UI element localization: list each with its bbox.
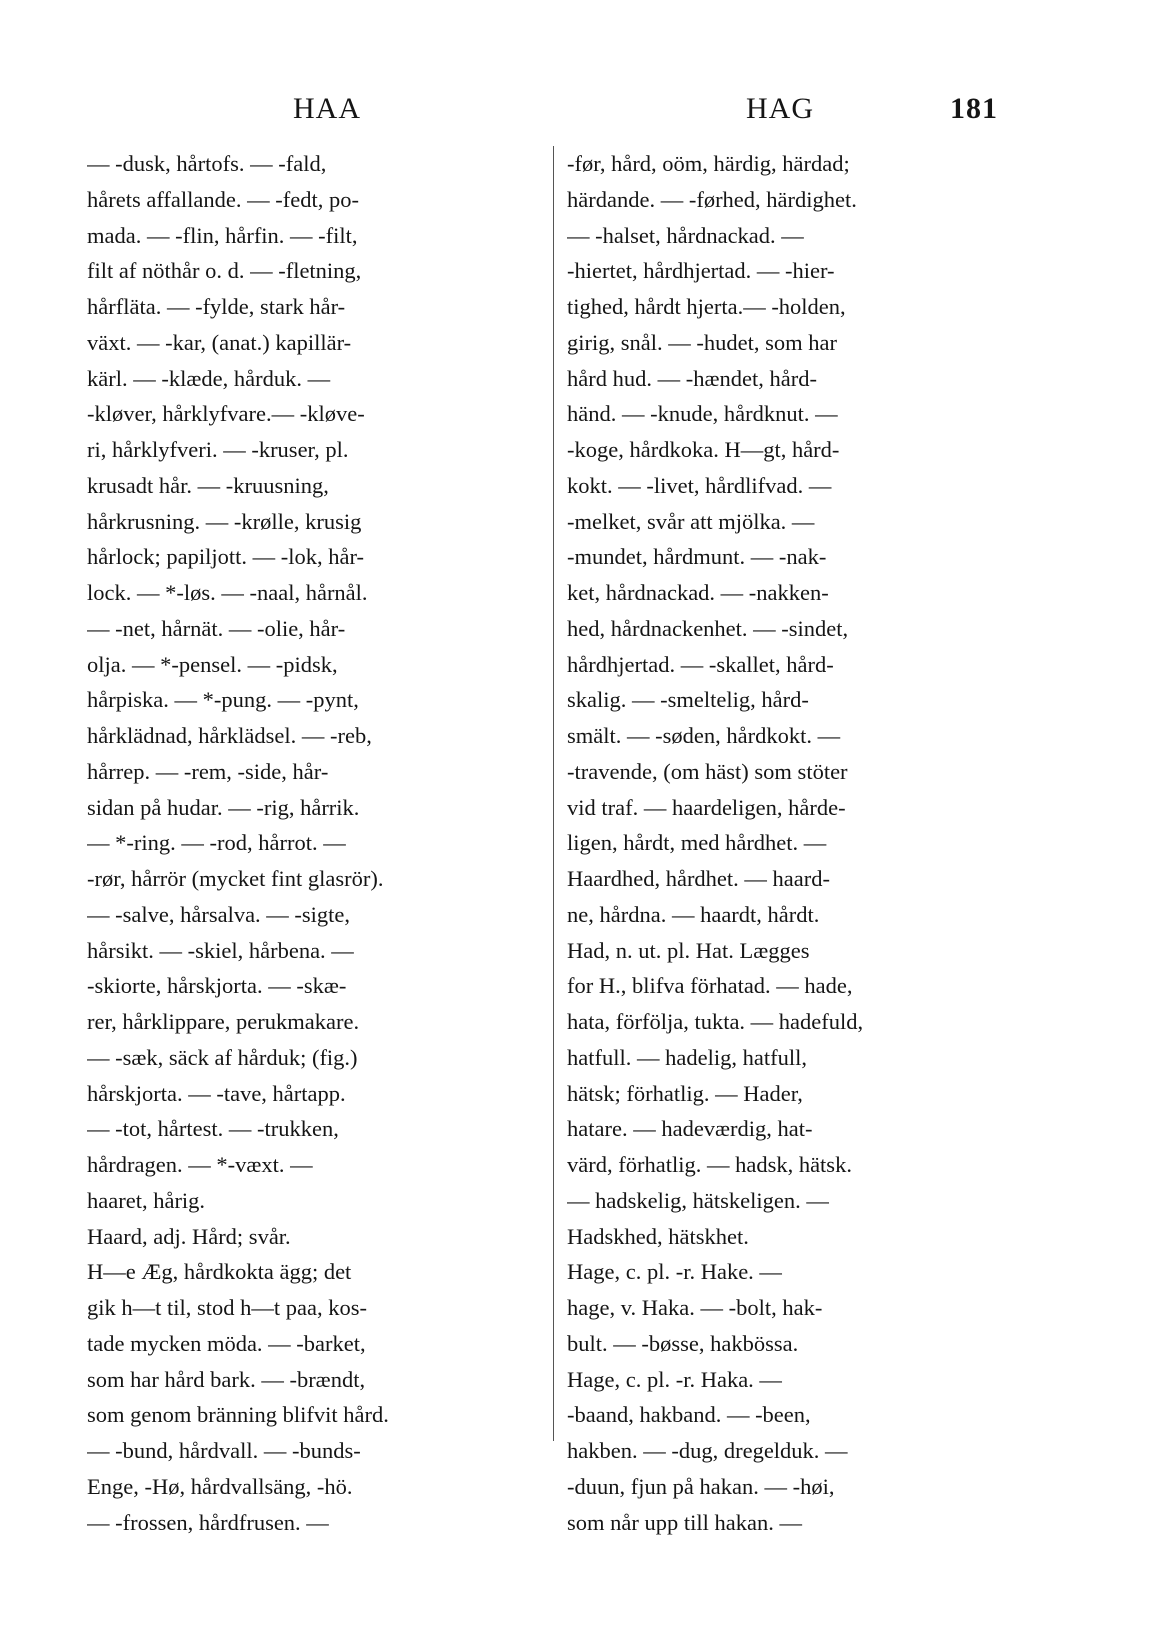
left-column-line: hårskjorta. — -tave, hårtapp. <box>87 1080 346 1106</box>
left-column-line: olja. — *-pensel. — -pidsk, <box>87 651 338 677</box>
right-column-line: ligen, hårdt, med hårdhet. — <box>567 830 827 856</box>
right-column-line: hata, förfölja, tukta. — hadefuld, <box>567 1009 864 1034</box>
right-column-line: hårdhjertad. — -skallet, hård- <box>567 651 834 677</box>
right-column-line: hatfull. — hadelig, hatfull, <box>567 1044 807 1070</box>
right-column-line: -mundet, hårdmunt. — -nak- <box>567 544 827 570</box>
left-column-line: hårrep. — -rem, -side, hår- <box>87 758 329 784</box>
left-column-line: mada. — -flin, hårfin. — -filt, <box>87 222 358 248</box>
right-column-line: hätsk; förhatlig. — Hader, <box>567 1080 803 1106</box>
right-column-line: kokt. — -livet, hårdlifvad. — <box>567 472 832 498</box>
right-column-line: hed, hårdnackenhet. — -sindet, <box>567 615 849 641</box>
left-column-line: som har hård bark. — -brændt, <box>87 1366 366 1392</box>
right-column-line: -duun, fjun på hakan. — -høi, <box>567 1473 835 1499</box>
left-column-line: — -bund, hårdvall. — -bunds- <box>87 1438 361 1463</box>
right-column-line: Hage, c. pl. -r. Haka. — <box>567 1366 782 1392</box>
right-column-line: händ. — -knude, hårdknut. — <box>567 401 838 427</box>
left-column-line: -rør, hårrör (mycket fint glasrör). <box>87 866 384 891</box>
right-column-line: hård hud. — -hændet, hård- <box>567 365 817 391</box>
right-column-line: ne, hårdna. — haardt, hårdt. <box>567 901 820 927</box>
right-column-line: värd, förhatlig. — hadsk, hätsk. <box>567 1152 852 1177</box>
left-column-line: hårsikt. — -skiel, hårbena. — <box>87 937 354 963</box>
right-column-line: smält. — -søden, hårdkokt. — <box>567 723 841 748</box>
page-number: 181 <box>950 92 998 125</box>
right-column-line: vid traf. — haardeligen, hårde- <box>567 794 846 820</box>
right-column-line: -melket, svår att mjölka. — <box>567 508 815 534</box>
right-column-line: -baand, hakband. — -been, <box>567 1402 811 1428</box>
right-column <box>567 146 1037 1540</box>
left-column-line: — -frossen, hårdfrusen. — <box>87 1509 329 1535</box>
left-column-line: — -salve, hårsalva. — -sigte, <box>87 901 351 927</box>
left-column-line: gik h—t til, stod h—t paa, kos- <box>87 1295 367 1320</box>
left-column-line: hårdragen. — *-væxt. — <box>87 1152 313 1177</box>
left-column-line: hårfläta. — -fylde, stark hår- <box>87 294 346 319</box>
left-column-line: — -dusk, hårtofs. — -fald, <box>87 151 327 176</box>
left-column-line: — -sæk, säck af hårduk; (fig.) <box>87 1044 358 1070</box>
right-column-line: for H., blifva förhatad. — hade, <box>567 973 853 999</box>
left-column-line: som genom bränning blifvit hård. <box>87 1402 389 1428</box>
left-column-line: hårpiska. — *-pung. — -pynt, <box>87 687 359 713</box>
right-column-line: Had, n. ut. pl. Hat. Lægges <box>567 937 810 963</box>
right-column-line: -koge, hårdkoka. H—gt, hård- <box>567 437 840 462</box>
right-column-line: hakben. — -dug, dregelduk. — <box>567 1438 848 1463</box>
left-column-line: hårklädnad, hårklädsel. — -reb, <box>87 723 372 748</box>
left-column-line: filt af nöthår o. d. — -fletning, <box>87 258 362 284</box>
right-column-line: bult. — -bøsse, hakbössa. <box>567 1330 799 1356</box>
left-column-line: rer, hårklippare, perukmakare. <box>87 1009 360 1034</box>
right-column-line: Hadskhed, hätskhet. <box>567 1223 749 1249</box>
right-column-line: — -halset, hårdnackad. — <box>567 222 804 248</box>
right-column-line: -før, hård, oöm, härdig, härdad; <box>567 151 850 176</box>
right-column-line: tighed, hårdt hjerta.— -holden, <box>567 294 846 319</box>
right-column-line: ket, hårdnackad. — -nakken- <box>567 580 829 605</box>
left-column-line: krusadt hår. — -kruusning, <box>87 472 329 498</box>
left-column-line: ri, hårklyfveri. — -kruser, pl. <box>87 437 349 462</box>
right-guide-word: HAG <box>746 92 814 125</box>
left-column-line: tade mycken möda. — -barket, <box>87 1330 366 1356</box>
right-column-line: — hadskelig, hätskeligen. — <box>567 1187 829 1213</box>
right-column-line: härdande. — -førhed, härdighet. <box>567 186 857 212</box>
left-column-line: hårkrusning. — -krølle, krusig <box>87 508 362 534</box>
left-column-line: kärl. — -klæde, hårduk. — <box>87 365 331 391</box>
left-column-line: haaret, hårig. <box>87 1187 206 1213</box>
left-guide-word: HAA <box>293 92 361 125</box>
right-column-line: -hiertet, hårdhjertad. — -hier- <box>567 258 835 284</box>
left-column-line: -kløver, hårklyfvare.— -kløve- <box>87 401 365 427</box>
left-column-line: — -tot, hårtest. — -trukken, <box>87 1116 339 1142</box>
right-column-line: hatare. — hadeværdig, hat- <box>567 1116 813 1142</box>
left-column <box>87 146 557 1540</box>
right-column-line: skalig. — -smeltelig, hård- <box>567 687 809 713</box>
left-column-line: — -net, hårnät. — -olie, hår- <box>87 615 346 641</box>
column-divider <box>553 146 554 1441</box>
left-column-line: växt. — -kar, (anat.) kapillär- <box>87 329 352 355</box>
left-column-line: -skiorte, hårskjorta. — -skæ- <box>87 973 347 999</box>
right-column-line: som når upp till hakan. — <box>567 1509 802 1535</box>
left-column-line: Haard, adj. Hård; svår. <box>87 1223 291 1249</box>
left-column-line: hårlock; papiljott. — -lok, hår- <box>87 544 364 570</box>
right-column-line: hage, v. Haka. — -bolt, hak- <box>567 1295 823 1320</box>
right-column-line: Haardhed, hårdhet. — haard- <box>567 866 831 891</box>
left-column-line: lock. — *-løs. — -naal, hårnål. <box>87 580 368 605</box>
running-header <box>0 78 1152 138</box>
right-column-line: -travende, (om häst) som stöter <box>567 758 848 784</box>
right-column-line: girig, snål. — -hudet, som har <box>567 329 837 355</box>
left-column-line: — *-ring. — -rod, hårrot. — <box>87 830 346 856</box>
left-column-line: hårets affallande. — -fedt, po- <box>87 186 359 212</box>
left-column-line: Enge, -Hø, hårdvallsäng, -hö. <box>87 1473 353 1499</box>
left-column-line: sidan på hudar. — -rig, hårrik. <box>87 794 360 820</box>
right-column-line: Hage, c. pl. -r. Hake. — <box>567 1259 782 1285</box>
left-column-line: H—e Æg, hårdkokta ägg; det <box>87 1259 352 1285</box>
